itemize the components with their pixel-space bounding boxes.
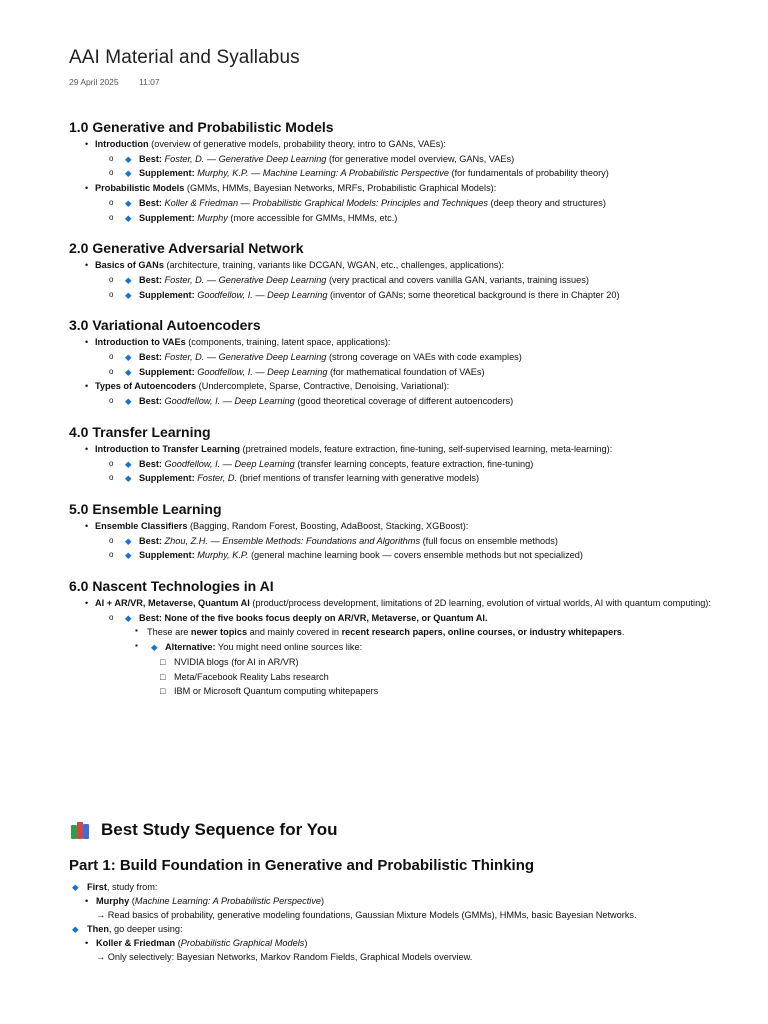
section-title: 3.0 Variational Autoencoders [69, 317, 261, 334]
circle-bullet-icon: o [109, 535, 114, 545]
diamond-icon: ◆ [72, 924, 79, 934]
diamond-icon: ◆ [125, 473, 132, 484]
study-heading [69, 820, 729, 840]
section-3 [69, 316, 729, 409]
bullet-icon: • [85, 337, 89, 348]
list-item: o ◆ Supplement: Goodfellow, I. — Deep Learning (for mathematical foundation of VAEs) [69, 365, 729, 380]
bullet-icon: • [85, 598, 89, 609]
list-item: • AI + AR/VR, Metaverse, Quantum AI (product/process development, limitations of 2D learning, evolution of virtual worlds, AI with quantum computing): [69, 596, 729, 611]
list-item: ◆ Then, go deeper using: [72, 924, 183, 934]
circle-bullet-icon: o [109, 550, 114, 560]
section-title: 5.0 Ensemble Learning [69, 500, 222, 517]
bullet-icon: • [85, 443, 89, 454]
diamond-icon: ◆ [125, 212, 132, 223]
section-6 [69, 577, 729, 699]
list-item: o ◆ Supplement: Murphy, K.P. (general machine learning book — covers ensemble methods but not specialized) [69, 548, 729, 563]
box-bullet-icon: □ [160, 656, 166, 667]
list-item: o ◆ Best: Foster, D. — Generative Deep Learning (very practical and covers vanilla GAN, variants, training issues) [69, 273, 729, 288]
circle-bullet-icon: o [109, 274, 114, 284]
list-item: • Introduction to VAEs (components, training, latent space, applications): [69, 335, 729, 350]
square-bullet-icon: ▪ [135, 641, 138, 651]
bullet-icon: • [85, 520, 89, 531]
section-title: 4.0 Transfer Learning [69, 423, 211, 440]
circle-bullet-icon: o [109, 168, 114, 178]
list-item: o ◆ Supplement: Goodfellow, I. — Deep Learning (inventor of GANs; some theoretical background is there in Chapter 20) [69, 288, 729, 303]
diamond-icon: ◆ [125, 197, 132, 208]
list-item: □ Meta/Facebook Reality Labs research [69, 670, 729, 685]
list-item: □ NVIDIA blogs (for AI in AR/VR) [69, 655, 729, 670]
section-title: 2.0 Generative Adversarial Network [69, 240, 304, 257]
list-item: ◆ First, study from: [72, 882, 158, 892]
list-item: o ◆ Best: Goodfellow, I. — Deep Learning (good theoretical coverage of different autoencoders) [69, 394, 729, 409]
diamond-icon: ◆ [125, 366, 132, 377]
list-item: • Probabilistic Models (GMMs, HMMs, Bayesian Networks, MRFs, Probabilistic Graphical Models): [69, 181, 729, 196]
page-date: 29 April 2025 [69, 77, 119, 87]
diamond-icon: ◆ [125, 153, 132, 164]
circle-bullet-icon: o [109, 352, 114, 362]
list-item: → Read basics of probability, generative modeling foundations, Gaussian Mixture Models (GMMs), HMMs, basic Bayesian Networks. [96, 910, 637, 920]
circle-bullet-icon: o [109, 153, 114, 163]
bullet-icon: • [85, 896, 89, 906]
list-item: • Ensemble Classifiers (Bagging, Random Forest, Boosting, AdaBoost, Stacking, XGBoost): [69, 519, 729, 534]
square-bullet-icon: ▪ [135, 626, 138, 636]
bullet-icon: • [85, 183, 89, 194]
list-item: ▪ ◆ Alternative: You might need online sources like: [69, 640, 729, 655]
books-icon [69, 821, 93, 839]
diamond-icon: ◆ [125, 168, 132, 179]
list-item: • Koller & Friedman (Probabilistic Graphical Models) [85, 938, 308, 948]
diamond-icon: ◆ [125, 396, 132, 407]
circle-bullet-icon: o [109, 197, 114, 207]
circle-bullet-icon: o [109, 612, 114, 622]
list-item: o ◆ Best: None of the five books focus deeply on AR/VR, Metaverse, or Quantum AI. [69, 611, 729, 626]
list-item: ▪ These are newer topics and mainly covered in recent research papers, online courses, or industry whitepapers. [135, 626, 625, 638]
page-time: 11:07 [139, 77, 160, 87]
list-item: • Introduction (overview of generative models, probability theory, intro to GANs, VAEs): [69, 137, 729, 152]
diamond-icon: ◆ [125, 458, 132, 469]
list-item: • Types of Autoencoders (Undercomplete, Sparse, Contractive, Denoising, Variational): [69, 379, 729, 394]
circle-bullet-icon: o [109, 396, 114, 406]
diamond-icon: ◆ [125, 535, 132, 546]
list-item: o ◆ Supplement: Murphy, K.P. — Machine Learning: A Probabilistic Perspective (for fundamentals of probability theory) [69, 166, 729, 181]
list-item: o ◆ Best: Foster, D. — Generative Deep Learning (strong coverage on VAEs with code examples) [69, 350, 729, 365]
diamond-icon: ◆ [72, 882, 79, 892]
list-item: o ◆ Best: Foster, D. — Generative Deep Learning (for generative model overview, GANs, VAEs) [69, 152, 729, 167]
page-meta [69, 77, 160, 87]
bullet-icon: • [85, 938, 89, 948]
section-4 [69, 423, 729, 486]
circle-bullet-icon: o [109, 212, 114, 222]
bullet-icon: • [85, 260, 89, 271]
list-item: → Only selectively: Bayesian Networks, Markov Random Fields, Graphical Models overview. [96, 952, 473, 962]
box-bullet-icon: □ [160, 671, 166, 682]
list-item: o ◆ Best: Zhou, Z.H. — Ensemble Methods: Foundations and Algorithms (full focus on ensemble methods) [69, 534, 729, 549]
part-1-heading: Part 1: Build Foundation in Generative and Probabilistic Thinking [69, 857, 535, 874]
diamond-icon: ◆ [125, 289, 132, 300]
section-title: 1.0 Generative and Probabilistic Models [69, 119, 334, 135]
list-item: o ◆ Supplement: Foster, D. (brief mentions of transfer learning with generative models) [69, 471, 729, 486]
diamond-icon: ◆ [151, 642, 158, 653]
diamond-icon: ◆ [125, 274, 132, 285]
list-item: o ◆ Supplement: Murphy (more accessible for GMMs, HMMs, etc.) [69, 211, 729, 226]
diamond-icon: ◆ [125, 352, 132, 363]
syllabus-content [69, 118, 729, 713]
circle-bullet-icon: o [109, 366, 114, 376]
list-item: • Introduction to Transfer Learning (pretrained models, feature extraction, fine-tuning, self-supervised learning, meta-learning): [69, 442, 729, 457]
bullet-icon: • [85, 381, 89, 392]
section-1 [69, 118, 729, 225]
study-sequence [69, 820, 729, 964]
list-item: • Basics of GANs (architecture, training, variants like DCGAN, WGAN, etc., challenges, applications): [69, 258, 729, 273]
circle-bullet-icon: o [109, 289, 114, 299]
list-item: o ◆ Best: Goodfellow, I. — Deep Learning (transfer learning concepts, feature extraction, fine-tuning) [69, 457, 729, 472]
page-title: AAI Material and Syallabus [69, 47, 300, 68]
section-2 [69, 239, 729, 302]
circle-bullet-icon: o [109, 473, 114, 483]
study-steps [69, 880, 729, 964]
diamond-icon: ◆ [125, 550, 132, 561]
diamond-icon: ◆ [125, 612, 132, 623]
bullet-icon: • [85, 139, 89, 149]
section-title: 6.0 Nascent Technologies in AI [69, 578, 274, 595]
list-item: • Murphy (Machine Learning: A Probabilistic Perspective) [85, 896, 325, 906]
box-bullet-icon: □ [160, 686, 166, 697]
section-5 [69, 500, 729, 563]
circle-bullet-icon: o [109, 458, 114, 468]
list-item: □ IBM or Microsoft Quantum computing whitepapers [69, 684, 729, 699]
list-item: o ◆ Best: Koller & Friedman — Probabilistic Graphical Models: Principles and Techniques (deep theory and structures) [69, 196, 729, 211]
study-title: Best Study Sequence for You [101, 820, 338, 839]
